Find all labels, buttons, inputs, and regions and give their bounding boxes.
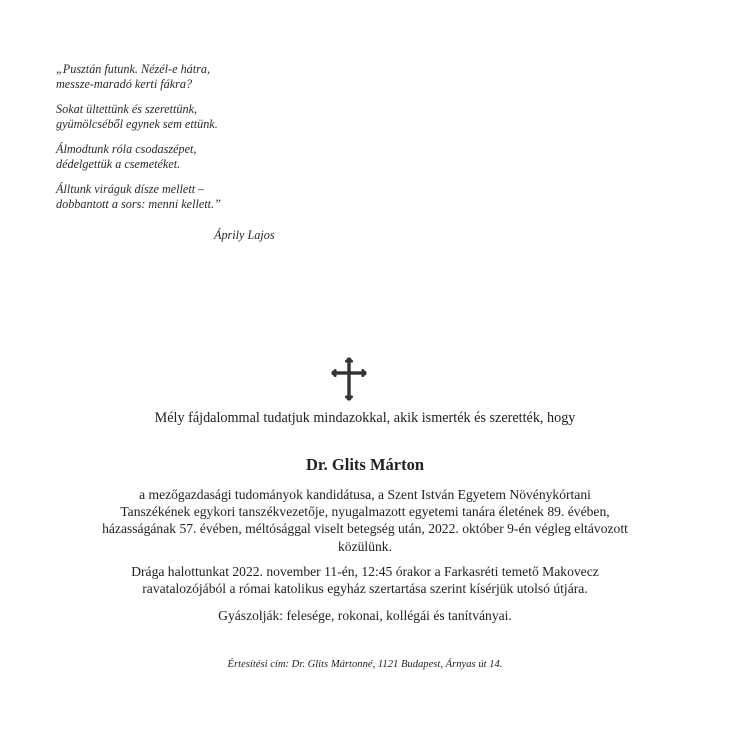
- poem-line: „Pusztán futunk. Nézél-e hátra,: [56, 62, 211, 76]
- contact-address: Értesítési cím: Dr. Glits Mártonné, 1121 Budapest, Árnyas út 14.: [227, 659, 503, 670]
- poem-author: Áprily Lajos: [214, 228, 275, 242]
- deceased-name: Dr. Glits Márton: [305, 455, 425, 474]
- mourners-line: Gyászolják: felesége, rokonai, kollégái és tanítványai.: [218, 608, 512, 623]
- poem-stanza-2: [56, 102, 316, 132]
- poem-line: Sokat ültettünk és szerettünk,: [56, 102, 198, 116]
- funeral-line: ravatalozójából a római katolikus egyház szertartása szerint kísérjük utolsó útjára.: [142, 581, 588, 597]
- notice-intro: Mély fájdalommal tudatjuk mindazokkal, akik ismerték és szerették, hogy: [154, 410, 576, 426]
- poem-line: gyümölcséből egynek sem ettünk.: [56, 117, 218, 131]
- cross-icon: [330, 357, 368, 401]
- poem-line: Álltunk viráguk dísze mellett –: [56, 182, 205, 196]
- bio-line: közülünk.: [338, 538, 392, 554]
- poem-line: dobbantott a sors: menni kellett.”: [56, 197, 221, 211]
- poem-line: Álmodtunk róla csodaszépet,: [56, 142, 197, 156]
- poem-line: messze-maradó kerti fákra?: [56, 77, 193, 91]
- bio-line: Tanszékének egykori tanszékvezetője, nyugalmazott egyetemi tanára életének 89. évében,: [120, 504, 610, 520]
- poem-stanza-4: [56, 182, 316, 212]
- poem-stanza-3: [56, 142, 316, 172]
- poem-stanza-1: [56, 62, 316, 92]
- poem-line: dédelgettük a csemetéket.: [56, 157, 181, 171]
- funeral-line: Drága halottunkat 2022. november 11-én, 12:45 órakor a Farkasréti temető Makovecz: [131, 564, 599, 579]
- funeral-details: [100, 563, 630, 597]
- bio-line: házasságának 57. évében, méltósággal viselt betegség után, 2022. október 9-én végleg eltávozott: [102, 521, 628, 537]
- poem: [56, 62, 316, 222]
- notice-biography: [100, 486, 630, 555]
- bio-line: a mezőgazdasági tudományok kandidátusa, a Szent István Egyetem Növénykórtani: [139, 487, 591, 502]
